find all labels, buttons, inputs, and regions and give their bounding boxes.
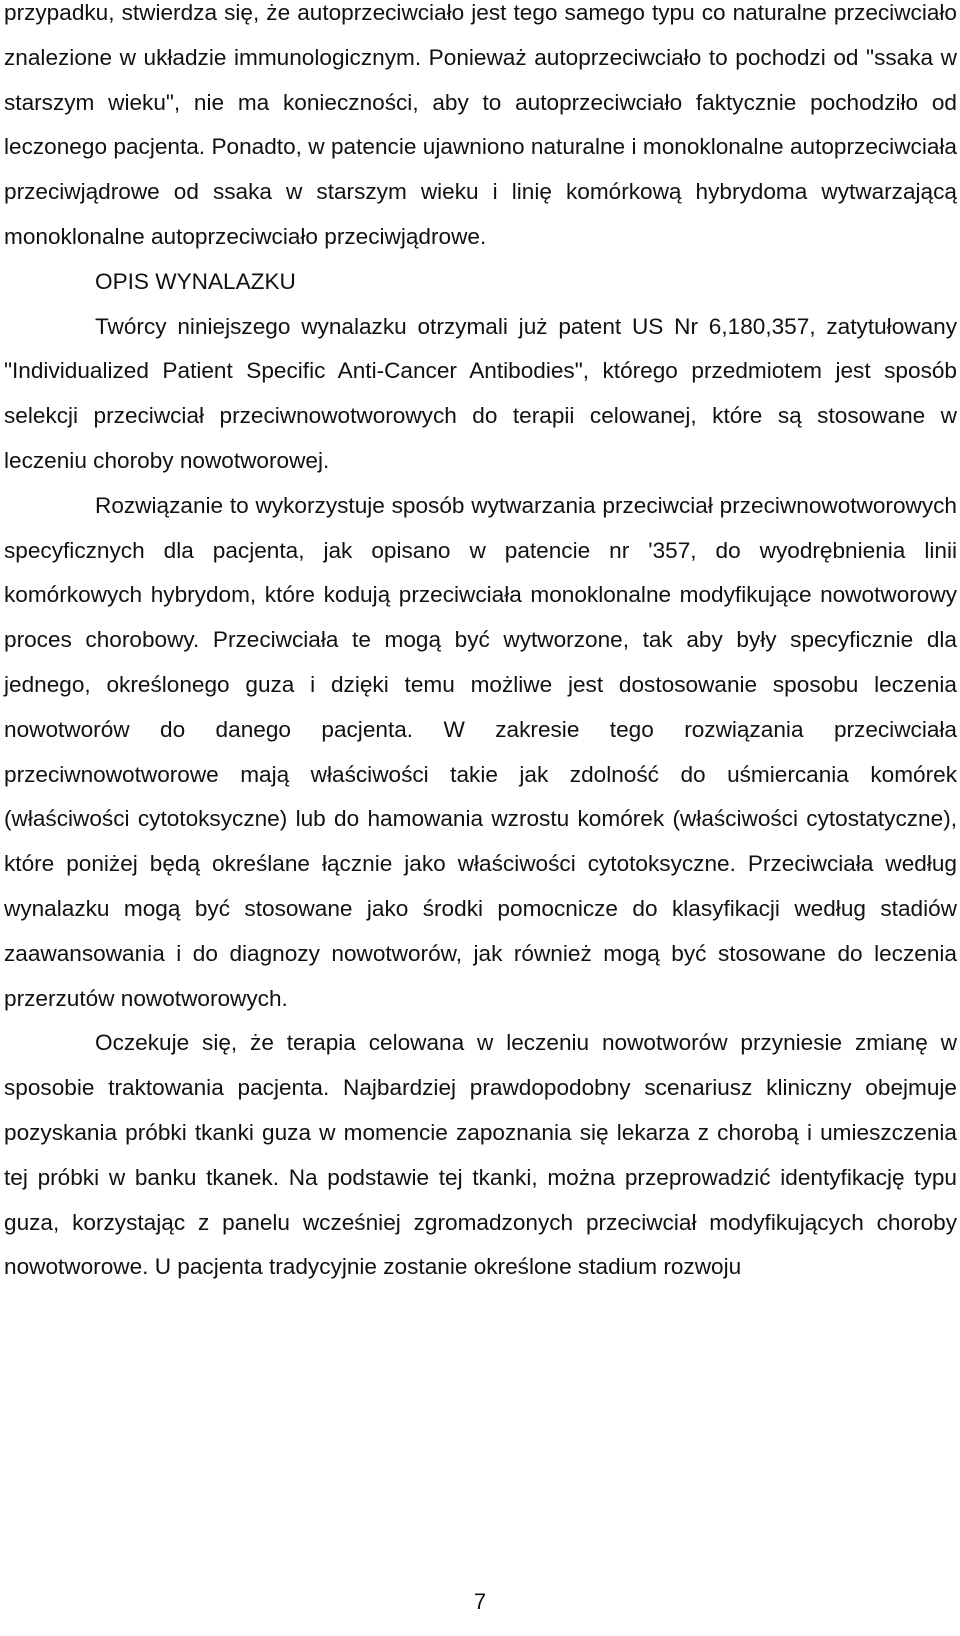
body-text	[4, 0, 957, 1290]
paragraph-expected-therapy: Oczekuje się, że terapia celowana w leczeniu nowotworów przyniesie zmianę w sposobie traktowania pacjenta. Najbardziej prawdopodobny scenariusz kliniczny obejmuje pozyskania próbki tkanki guza w momencie zapoznania się lekarza z chorobą i umieszczenia tej próbki w banku tkanek. Na podstawie tej tkanki, można przeprowadzić identyfikację typu guza, korzystając z panelu wcześniej zgromadzonych przeciwciał modyfikujących choroby nowotworowe. U pacjenta tradycyjnie zostanie określone stadium rozwoju	[4, 1030, 957, 1280]
page-number: 7	[473, 1589, 487, 1614]
paragraph-solution: Rozwiązanie to wykorzystuje sposób wytwarzania przeciwciał przeciwnowotworowych specyficznych dla pacjenta, jak opisano w patencie nr '357, do wyodrębnienia linii komórkowych hybrydom, które kodują przeciwciała monoklonalne modyfikujące nowotworowy proces chorobowy. Przeciwciała te mogą być wytworzone, tak aby były specyficznie dla jednego, określonego guza i dzięki temu możliwe jest dostosowanie sposobu leczenia nowotworów do danego pacjenta. W zakresie tego rozwiązania przeciwciała przeciwnowotworowe mają właściwości takie jak zdolność do uśmiercania komórek (właściwości cytotoksyczne) lub do hamowania wzrostu komórek (właściwości cytostatyczne), które poniżej będą określane łącznie jako właściwości cytotoksyczne. Przeciwciała według wynalazku mogą być stosowane jako środki pomocnicze do klasyfikacji według stadiów zaawansowania i do diagnozy nowotworów, jak również mogą być stosowane do leczenia przerzutów nowotworowych.	[4, 492, 957, 1011]
paragraph-continuation: przypadku, stwierdza się, że autoprzeciwciało jest tego samego typu co naturalne przeciwciało znalezione w układzie immunologicznym. Ponieważ autoprzeciwciało to pochodzi od "ssaka w starszym wieku", nie ma konieczności, aby to autoprzeciwciało faktycznie pochodziło od leczonego pacjenta. Ponadto, w patencie ujawniono naturalne i monoklonalne autoprzeciwciała przeciwjądrowe od ssaka w starszym wieku i linię komórkową hybrydoma wytwarzającą monoklonalne autoprzeciwciało przeciwjądrowe.	[4, 0, 957, 249]
section-heading: OPIS WYNALAZKU	[95, 268, 296, 294]
paragraph-prior-patent: Twórcy niniejszego wynalazku otrzymali już patent US Nr 6,180,357, zatytułowany "Individualized Patient Specific Anti-Cancer Antibodies", którego przedmiotem jest sposób selekcji przeciwciał przeciwnowotworowych do terapii celowanej, które są stosowane w leczeniu choroby nowotworowej.	[4, 313, 957, 473]
